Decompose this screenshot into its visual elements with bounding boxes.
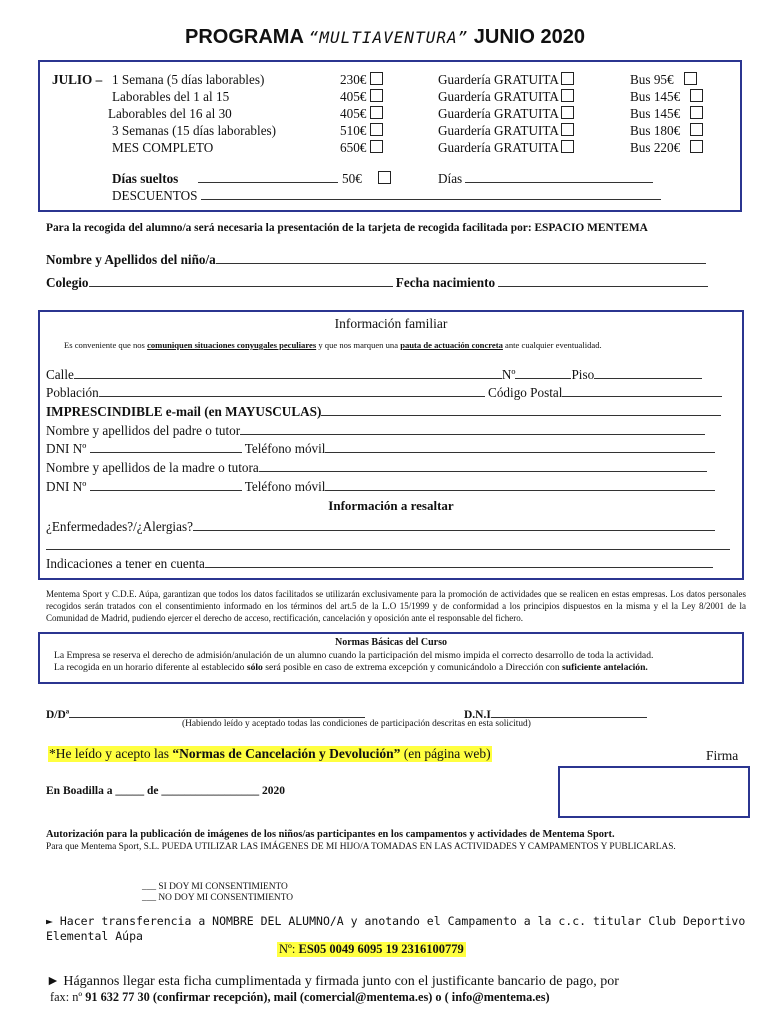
calle-label: Calle xyxy=(46,367,74,382)
guarderia-label: Guardería GRATUITA xyxy=(438,72,559,87)
option-price: 405€ xyxy=(340,89,367,104)
movil-madre-field[interactable] xyxy=(325,479,715,491)
rules-line-1: La Empresa se reserva el derecho de admisión/anulación de un alumno cuando la participación del mismo impida el correcto desarrollo de toda la actividad. xyxy=(54,650,654,661)
school-field[interactable] xyxy=(89,275,393,287)
option-checkbox[interactable] xyxy=(370,123,383,136)
bus-label: Bus 180€ xyxy=(630,123,681,138)
bus-checkbox[interactable] xyxy=(690,106,703,119)
account-number: Nº: ES05 0049 6095 19 2316100779 xyxy=(279,942,464,956)
codigo-postal-field[interactable] xyxy=(562,385,722,397)
bus-label: Bus 220€ xyxy=(630,140,681,155)
poblacion-field[interactable] xyxy=(99,385,485,397)
option-price: 650€ xyxy=(340,140,367,155)
dni-madre-field[interactable] xyxy=(90,479,242,491)
bus-label: Bus 95€ xyxy=(630,72,674,87)
child-name-field[interactable] xyxy=(216,252,706,264)
birth-field[interactable] xyxy=(498,275,708,287)
dd-field[interactable] xyxy=(69,706,365,718)
guarderia-label: Guardería GRATUITA xyxy=(438,140,559,155)
option-checkbox[interactable] xyxy=(370,89,383,102)
consent-no[interactable]: ___ NO DOY MI CONSENTIMIENTO xyxy=(142,893,294,903)
calle-field[interactable] xyxy=(74,367,502,379)
padre-field[interactable] xyxy=(240,423,705,435)
rules-heading: Normas Básicas del Curso xyxy=(335,637,447,648)
bus-option[interactable] xyxy=(630,123,703,139)
indicaciones-field[interactable] xyxy=(205,556,713,568)
read-note: (Habiendo leído y aceptado todas las condiciones de participación descritas en esta solicitud) xyxy=(182,719,531,729)
transfer-instructions: ► Hacer transferencia a NOMBRE DEL ALUMNO/A y anotando el Campamento a la c.c. titular Club Deportivo Elemental Aúpa xyxy=(46,914,746,943)
bus-checkbox[interactable] xyxy=(690,89,703,102)
consent-yes[interactable]: ___ SI DOY MI CONSENTIMIENTO xyxy=(142,882,288,892)
bus-label: Bus 145€ xyxy=(630,106,681,121)
guarderia-checkbox[interactable] xyxy=(561,89,574,102)
madre-label: Nombre y apellidos de la madre o tutora xyxy=(46,460,259,475)
option-price-row[interactable] xyxy=(340,140,383,156)
piso-label: Piso xyxy=(571,367,595,382)
option-price-row[interactable] xyxy=(340,72,383,88)
family-heading: Información familiar xyxy=(334,316,448,331)
movil-padre-label: Teléfono móvil xyxy=(244,441,326,456)
guarderia-label: Guardería GRATUITA xyxy=(438,89,559,104)
option-checkbox[interactable] xyxy=(370,140,383,153)
option-checkbox[interactable] xyxy=(370,106,383,119)
option-name: 3 Semanas (15 días laborables) xyxy=(112,123,277,138)
bus-label: Bus 145€ xyxy=(630,89,681,104)
guarderia-label: Guardería GRATUITA xyxy=(438,123,559,138)
piso-field[interactable] xyxy=(594,367,702,379)
signature-dni-field[interactable] xyxy=(491,706,647,718)
guarderia-checkbox[interactable] xyxy=(561,72,574,85)
guarderia-checkbox[interactable] xyxy=(561,106,574,119)
privacy-text: Mentema Sport y C.D.E. Aúpa, garantizan que todos los datos facilitados se utilizarán exclusivamente para la promoción de actividades que se realicen en estas empresas. Los datos personales recogidos serán tratados con el consentimiento informado en los términos del art.5 de la L.O 15/1999 y de conformidad a los principios dispuestos en la misma y el la Ley 8/2001 de la Comunidad de Madrid, pudiendo ejercer el derecho de acceso, rectificación, cancelación y oposición ante el responsable del fichero. xyxy=(46,589,746,623)
bus-option[interactable] xyxy=(630,140,703,156)
bus-option[interactable] xyxy=(630,89,703,105)
descuentos-label: DESCUENTOS xyxy=(112,188,198,203)
poblacion-label: Población xyxy=(46,385,99,400)
place-date: En Boadilla a _____ de _________________ 2020 xyxy=(46,785,285,797)
firma-box[interactable] xyxy=(558,766,750,818)
madre-field[interactable] xyxy=(259,460,707,472)
birth-label: Fecha nacimiento xyxy=(395,275,496,290)
guarderia-checkbox[interactable] xyxy=(561,140,574,153)
option-name: Laborables del 1 al 15 xyxy=(112,89,230,104)
email-field[interactable] xyxy=(321,404,721,416)
descuentos-field[interactable] xyxy=(201,188,661,200)
dni-padre-label: DNI Nº xyxy=(46,441,87,456)
padre-label: Nombre y apellidos del padre o tutor xyxy=(46,423,241,438)
option-price: 510€ xyxy=(340,123,367,138)
guarderia-checkbox[interactable] xyxy=(561,123,574,136)
movil-madre-label: Teléfono móvil xyxy=(244,479,326,494)
option-price-row[interactable] xyxy=(340,123,383,139)
email-label: IMPRESCINDIBLE e-mail (en MAYUSCULAS) xyxy=(46,404,322,419)
movil-padre-field[interactable] xyxy=(325,441,715,453)
authorization-heading: Autorización para la publicación de imágenes de los niños/as participantes en los campamentos y actividades de Mentema Sport. xyxy=(46,829,615,840)
enfermedades-field[interactable] xyxy=(193,519,715,531)
guarderia-option[interactable] xyxy=(438,140,574,156)
highlight-heading: Información a resaltar xyxy=(328,498,454,513)
option-price: 405€ xyxy=(340,106,367,121)
dni-padre-field[interactable] xyxy=(90,441,242,453)
dias-sueltos-field[interactable] xyxy=(198,171,338,183)
numero-field[interactable] xyxy=(515,367,571,379)
signature-dni-label: D.N.I xyxy=(464,709,491,721)
authorization-text: Para que Mentema Sport, S.L. PUEDA UTILIZAR LAS IMÁGENES DE MI HIJO/A TOMADAS EN LAS ACTIVIDADES Y CAMPAMENTOS Y PUBLICARLAS. xyxy=(46,842,676,852)
codigo-postal-label: Código Postal xyxy=(488,385,563,400)
program-name: “MULTIAVENTURA” xyxy=(308,28,469,47)
rules-line-2: La recogida en un horario diferente al establecido sólo será posible en caso de extrema excepción y comunicándolo a Dirección con suficiente antelación. xyxy=(54,662,648,673)
indicaciones-label: Indicaciones a tener en cuenta xyxy=(46,556,205,571)
option-name: Laborables del 16 al 30 xyxy=(108,106,232,121)
bus-checkbox[interactable] xyxy=(690,123,703,136)
option-checkbox[interactable] xyxy=(370,72,383,85)
guarderia-label: Guardería GRATUITA xyxy=(438,106,559,121)
send-instructions: ► Hágannos llegar esta ficha cumplimentada y firmada junto con el justificante bancario de pago, por xyxy=(46,974,619,989)
dias-sueltos-checkbox[interactable] xyxy=(378,171,391,184)
option-name: MES COMPLETO xyxy=(112,140,214,155)
send-fax-line: fax: nº 91 632 77 30 (confirmar recepción), mail (comercial@mentema.es) o ( info@mentema.es) xyxy=(50,990,550,1004)
accept-conditions: *He leído y acepto las “Normas de Cancelación y Devolución” (en página web) xyxy=(49,746,491,761)
bus-option[interactable] xyxy=(630,72,697,88)
guarderia-option[interactable] xyxy=(438,106,574,122)
dd-label: D/Dª xyxy=(46,709,70,721)
guarderia-option[interactable] xyxy=(438,89,574,105)
enfermedades-label: ¿Enfermedades?/¿Alergias? xyxy=(46,519,193,534)
dias-label: Días xyxy=(438,171,463,186)
bus-option[interactable] xyxy=(630,106,703,122)
dni-madre-label: DNI Nº xyxy=(46,479,87,494)
dias-sueltos-price: 50€ xyxy=(342,171,362,186)
child-name-label: Nombre y Apellidos del niño/a xyxy=(46,252,216,267)
dias-sueltos-label: Días sueltos xyxy=(112,171,179,186)
bus-checkbox[interactable] xyxy=(690,140,703,153)
family-note: Es conveniente que nos comuniquen situaciones conyugales peculiares y que nos marquen una pauta de actuación concreta ante cualquier eventualidad. xyxy=(64,340,602,350)
month-label: JULIO – xyxy=(52,72,103,87)
bus-checkbox[interactable] xyxy=(684,72,697,85)
pickup-notice: Para la recogida del alumno/a será necesaria la presentación de la tarjeta de recogida facilitada por: ESPACIO MENTEMA xyxy=(46,222,648,234)
dias-field[interactable] xyxy=(465,171,653,183)
guarderia-option[interactable] xyxy=(438,123,574,139)
numero-label: Nº xyxy=(501,367,516,382)
option-name: 1 Semana (5 días laborables) xyxy=(112,72,265,87)
school-label: Colegio xyxy=(46,275,89,290)
option-price-row[interactable] xyxy=(340,106,383,122)
document-title: PROGRAMA “MULTIAVENTURA” JUNIO 2020 xyxy=(185,26,585,48)
option-price-row[interactable] xyxy=(340,89,383,105)
guarderia-option[interactable] xyxy=(438,72,574,88)
enfermedades-field-2[interactable] xyxy=(46,538,730,550)
firma-label: Firma xyxy=(706,748,739,763)
option-price: 230€ xyxy=(340,72,367,87)
